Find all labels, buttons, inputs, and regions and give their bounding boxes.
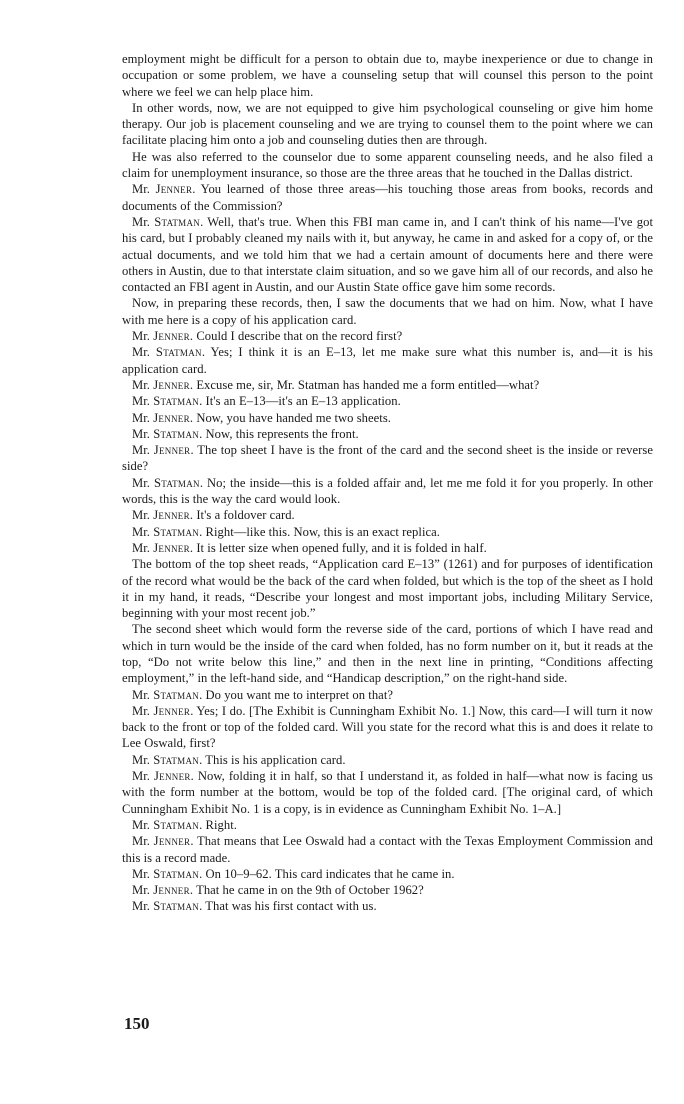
paragraph [122,898,653,914]
speaker-name: Mr. Jenner. [132,182,201,197]
paragraph-text: Could I describe that on the record first? [196,329,403,344]
paragraph-text: Do you want me to interpret on that? [205,687,394,702]
paragraph-text: Now, you have handed me two sheets. [196,410,392,425]
paragraph-text: On 10–9–62. This card indicates that he came in. [205,866,455,881]
speaker-name: Mr. Statman. [132,524,206,539]
speaker-name: Mr. Jenner. [132,769,198,784]
paragraph [122,540,653,556]
paragraph-text: Excuse me, sir, Mr. Statman has handed me a form entitled—what? [196,377,540,392]
paragraph [122,703,653,752]
paragraph [122,328,653,344]
paragraph-text: Yes; I do. [The Exhibit is Cunningham Exhibit No. 1.] Now, this card—I will turn it now back to the front or top of the folded card. Will you state for the record what this is and does it relate to Lee Oswald, first? [122,703,653,751]
paragraph [122,752,653,768]
paragraph [122,475,653,508]
paragraph-text: He was also referred to the counselor due to some apparent counseling needs, and he also filed a claim for unemployment insurance, so those are the three areas that he touched in the Dallas district. [122,149,653,181]
paragraph [122,866,653,882]
paragraph-text: Well, that's true. When this FBI man came in, and I can't think of his name—I've got his card, but I probably cleaned my nails with it, but anyway, he came in and asked for a copy of, or the actual documents, and we told him that we had a certain amount of documents here and there were others in Austin, due to that interstate claim situation, and so we gave him all of our records, and also he contacted an FBI agent in Austin, and our Austin State office gave him some records. [122,214,653,295]
paragraph [122,51,653,100]
page-number: 150 [124,1014,150,1033]
paragraph [122,556,653,621]
speaker-name: Mr. Statman. [132,687,206,702]
speaker-name: Mr. Jenner. [132,329,197,344]
speaker-name: Mr. Statman. [132,866,206,881]
speaker-name: Mr. Jenner. [132,540,197,555]
speaker-name: Mr. Statman. [132,899,206,914]
paragraph-text: Yes; I think it is an E–13, let me make sure what this number is, and—it is his application card. [122,345,653,376]
paragraph [122,442,653,475]
speaker-name: Mr. Statman. [132,214,208,229]
paragraph-text: employment might be difficult for a person to obtain due to, maybe inexperience or due to change in occupation or some problem, we have a counseling setup that will counsel this person to the point where we feel we can help place him. [122,52,653,99]
speaker-name: Mr. Jenner. [132,703,197,718]
speaker-name: Mr. Statman. [132,817,206,832]
paragraph-text: The bottom of the top sheet reads, “Application card E–13” (1261) and for purposes of identification of the record what would be the back of the card when folded, but which is the top of the sheet as I hold it in my hand, it reads, “Describe your longest and most important jobs, including Military Service, beginning with your most recent job.” [122,557,653,621]
paragraph-text: Now, in preparing these records, then, I saw the documents that we had on him. Now, what I have with me here is a copy of his application card. [122,296,653,327]
paragraph [122,621,653,686]
paragraph [122,507,653,523]
paragraph [122,687,653,703]
paragraph [122,181,653,214]
paragraph-text: Right. [205,817,237,832]
paragraph [122,295,653,328]
paragraph [122,524,653,540]
paragraph [122,426,653,442]
speaker-name: Mr. Statman. [132,394,206,409]
speaker-name: Mr. Jenner. [132,508,197,523]
paragraph [122,393,653,409]
paragraph [122,377,653,393]
paragraph [122,833,653,866]
paragraph-text: That means that Lee Oswald had a contact with the Texas Employment Commission and this is a record made. [122,834,653,865]
paragraph-text: Right—like this. Now, this is an exact replica. [205,524,440,539]
paragraph-text: You learned of those three areas—his touching those areas from books, records and documents of the Commission? [122,182,654,213]
paragraph [122,100,653,149]
speaker-name: Mr. Jenner. [132,410,197,425]
paragraph-text: That he came in on the 9th of October 1962? [196,883,424,898]
speaker-name: Mr. Statman. [132,475,207,490]
paragraph [122,344,653,377]
paragraph [122,214,653,295]
paragraph [122,817,653,833]
testimony-text [122,51,653,915]
speaker-name: Mr. Jenner. [132,883,197,898]
speaker-name: Mr. Jenner. [132,377,197,392]
paragraph-text: The second sheet which would form the reverse side of the card, portions of which I have read and which in turn would be the inside of the card when folded, has no form number on it, but it reads at the top, “Do not write below this line,” and then in the next line in printing, “Conditions affecting employment,” in the left-hand side, and “Handicap description,” on the right-hand side. [122,622,653,686]
speaker-name: Mr. Jenner. [132,443,198,458]
paragraph-text: Now, this represents the front. [205,426,359,441]
paragraph-text: The top sheet I have is the front of the card and the second sheet is the inside or reverse side? [122,443,654,474]
paragraph [122,882,653,898]
paragraph-text: It's a foldover card. [196,508,295,523]
paragraph-text: It is letter size when opened fully, and it is folded in half. [196,540,487,555]
paragraph [122,410,653,426]
paragraph-text: That was his first contact with us. [205,899,377,914]
speaker-name: Mr. Statman. [132,426,206,441]
paragraph [122,149,653,182]
paragraph-text: This is his application card. [205,752,346,767]
paragraph-text: No; the inside—this is a folded affair and, let me me fold it for you properly. In other words, this is the way the card would look. [122,475,653,507]
paragraph-text: In other words, now, we are not equipped to give him psychological counseling or give him home therapy. Our job is placement counseling and we are trying to counsel them to the point where we can facilitate placing him onto a job and counseling duties then are through. [122,100,653,148]
paragraph-text: It's an E–13—it's an E–13 application. [205,394,401,409]
paragraph [122,768,653,817]
speaker-name: Mr. Statman. [132,752,206,767]
speaker-name: Mr. Statman. [132,345,211,360]
paragraph-text: Now, folding it in half, so that I understand it, as folded in half—what now is facing us with the form number at the bottom, would be top of the folded card. [The original card, of which Cunningham Exhibit No. 1 is a copy, is in evidence as Cunningham Exhibit No. 1–A.] [122,769,653,816]
speaker-name: Mr. Jenner. [132,834,197,849]
